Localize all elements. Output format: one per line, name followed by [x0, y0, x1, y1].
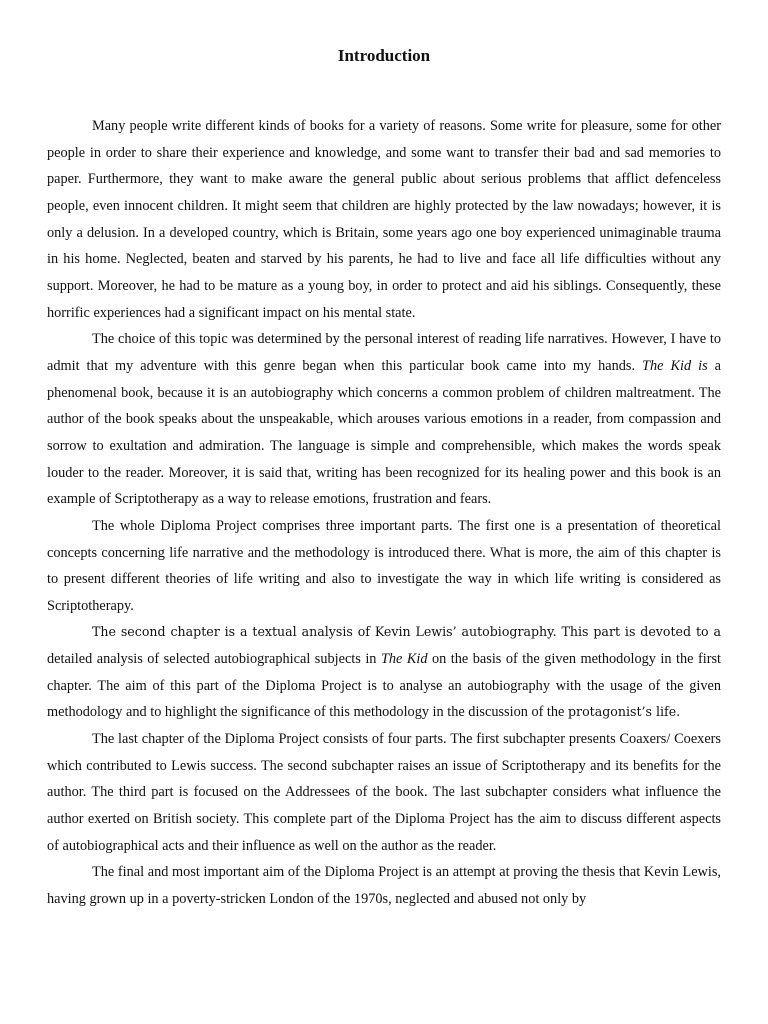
text-segment: Many people write different kinds of books for a variety of reasons. Some write for pleasure, some for other people in order to share their experience and knowledge, and some want to transfer their bad and sad memories to paper. Furthermore, they want to make aware the general public about serious problems that afflict defenceless people, even innocent children. It might seem that children are highly protected by the law nowadays; however, it is only a delusion. In a developed country, which is Britain, some years ago one boy experienced unimaginable trauma in his home. Neglected, beaten and starved by his parents, he had to live and face all life difficulties without any support. Moreover, he had to be mature as a young boy, in order to protect and aid his siblings. Consequently, these horrific experiences had a significant impact on his mental state. — [47, 118, 721, 321]
text-segment: The final and most important aim of the Diploma Project is an attempt at proving the thesis that Kevin Lewis, having grown up in a poverty-stricken London of the 1970s, neglected and abused not only by — [47, 864, 721, 908]
text-segment-alt-font: The second chapter is a textual analysis of Kevin Lewis’ autobiography. This part is devoted to a — [92, 624, 721, 640]
paragraph-5 — [47, 726, 721, 859]
paragraph-2 — [47, 326, 721, 513]
paragraph-1 — [47, 113, 721, 326]
text-segment: The choice of this topic was determined by the personal interest of reading life narratives. However, I have to admit that my adventure with this genre began when this particular book came into my hands. — [47, 331, 721, 374]
text-segment: a phenomenal book, because it is an autobiography which concerns a common problem of children maltreatment. The author of the book speaks about the unspeakable, which arouses various emotions in a reader, from compassion and sorrow to exultation and admiration. The language is simple and comprehensible, which makes the words speak louder to the reader. Moreover, it is said that, writing has been recognized for its healing power and this book is an example of Scriptotherapy as a way to release emotions, frustration and fears. — [47, 357, 721, 508]
book-title-italic: The Kid — [380, 651, 428, 668]
paragraph-4 — [47, 619, 721, 726]
paragraph-6 — [47, 859, 721, 912]
document-page — [47, 44, 721, 913]
page-title: Introduction — [337, 46, 431, 65]
document-body — [47, 113, 721, 913]
text-segment: The last chapter of the Diploma Project consists of four parts. The first subchapter presents Coaxers/ Coexers which contributed to Lewis success. The second subchapter raises an issue of Scriptotherapy and its benefits for the author. The third part is focused on the Addressees of the book. The last subchapter considers what influence the author exerted on British society. This complete part of the Diploma Project has the aim to discuss different aspects of autobiographical acts and their influence as well on the author as the reader. — [47, 731, 721, 854]
text-segment: The whole Diploma Project comprises three important parts. The first one is a presentation of theoretical concepts concerning life narrative and the methodology is introduced there. What is more, the aim of this chapter is to present different theories of life writing and also to investigate the way in which life writing is considered as Scriptotherapy. — [47, 517, 721, 614]
paragraph-3 — [47, 513, 721, 620]
book-title-italic: The Kid is — [642, 357, 708, 374]
text-segment: on the basis of the given methodology in the first chapter. The aim of this part of the Diploma Project is to analyse an autobiography with the usage of the given methodology and to highlight the significance of this methodology in the discussion of the — [47, 651, 721, 721]
text-segment-alt-font: protagonist’s life. — [567, 704, 681, 720]
text-segment: detailed analysis of selected autobiographical subjects in — [47, 651, 381, 668]
